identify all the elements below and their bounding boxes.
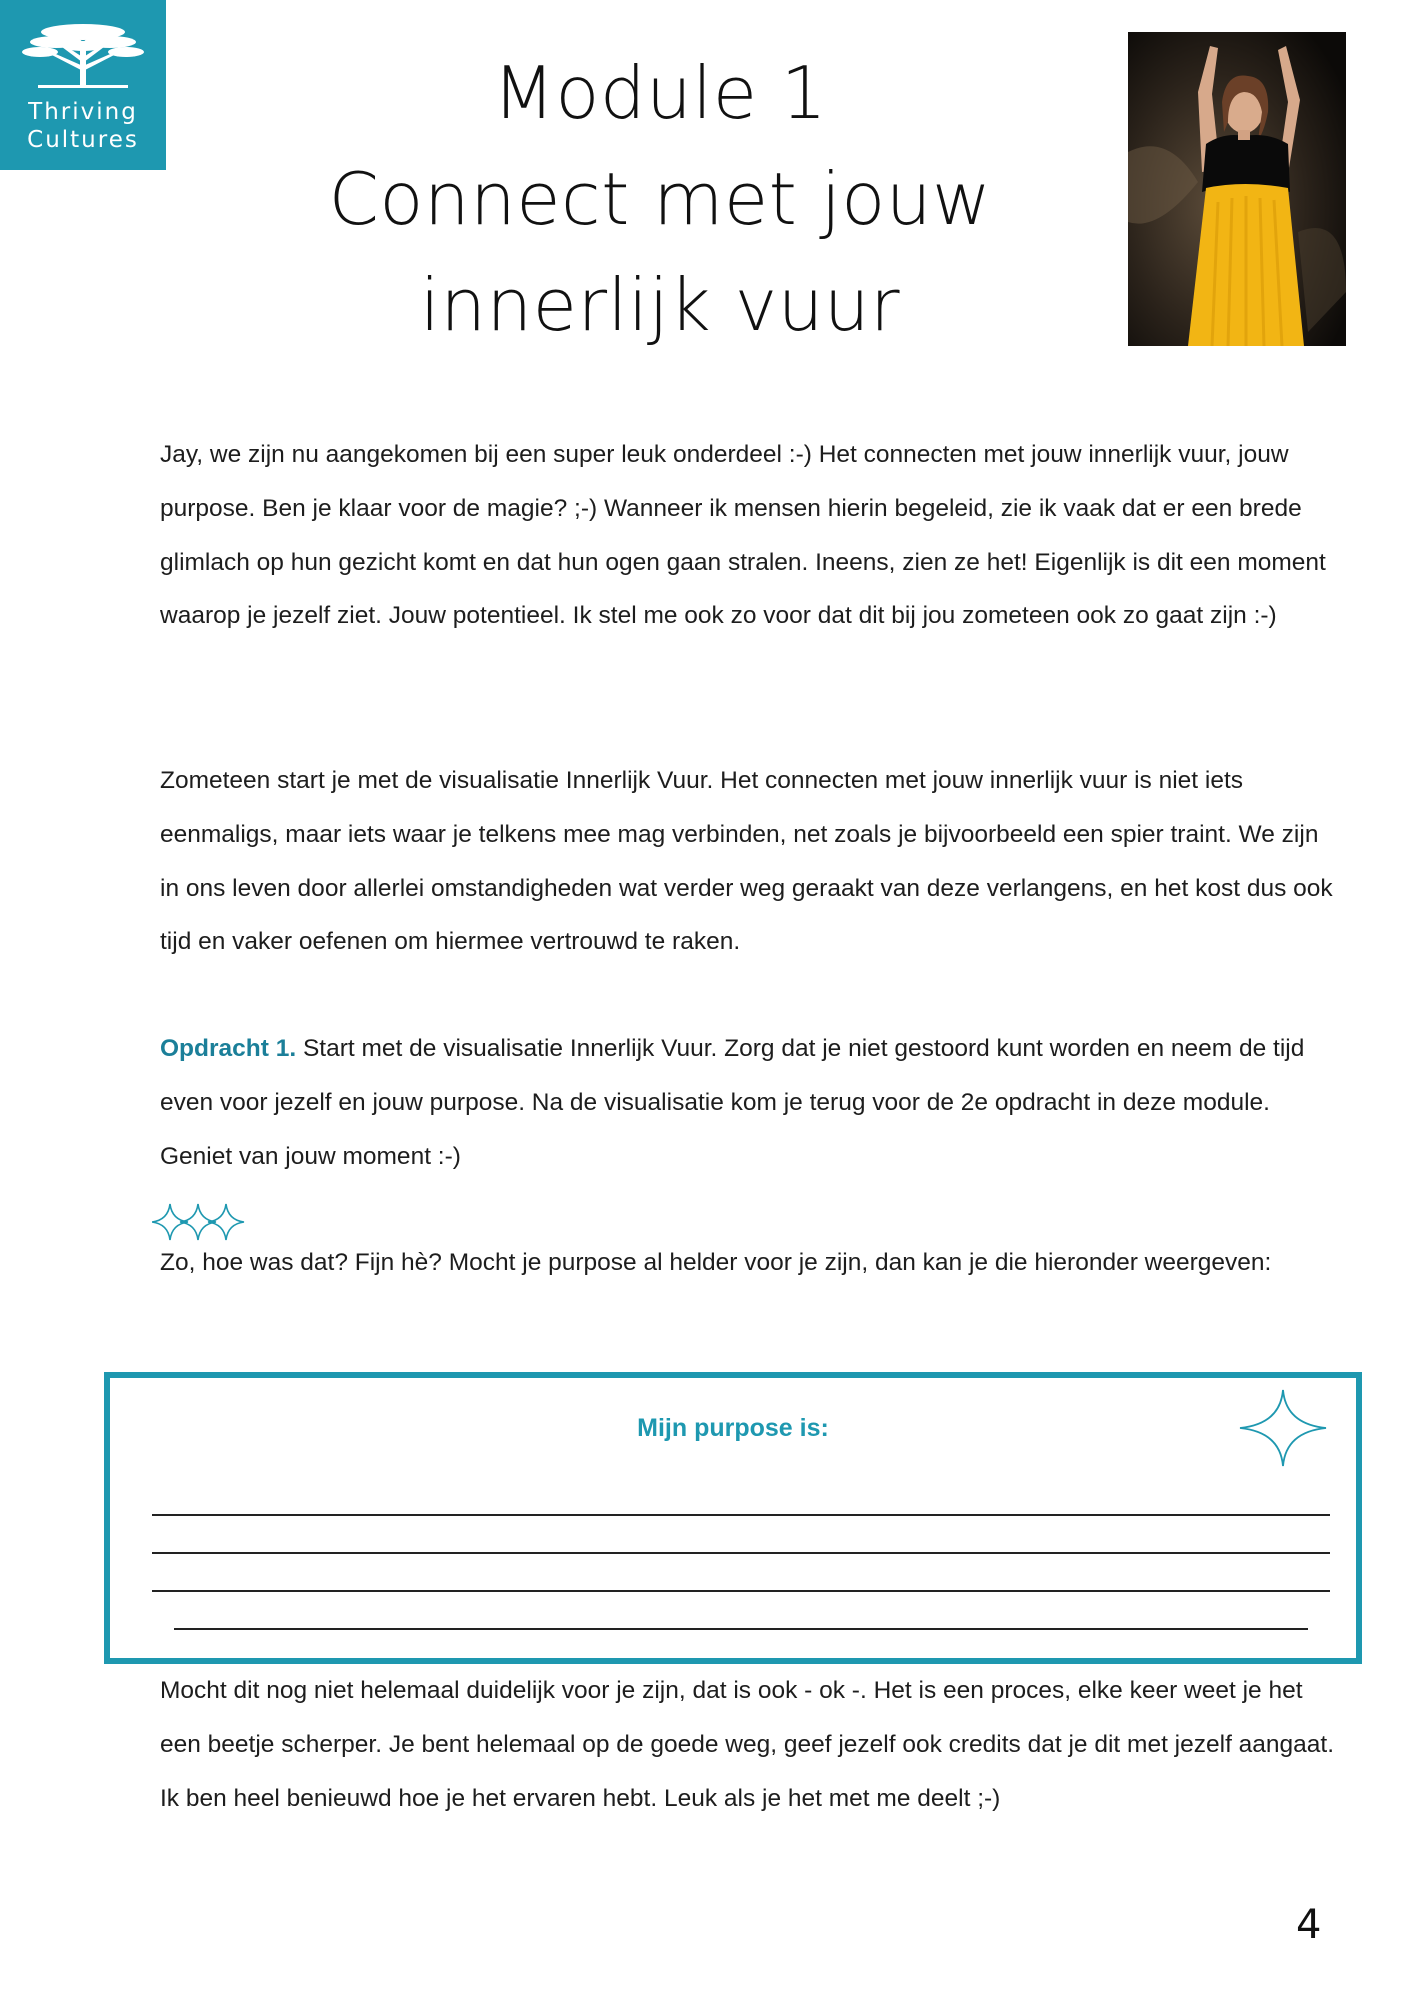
tree-icon (18, 14, 148, 94)
purpose-box-title: Mijn purpose is: (637, 1414, 829, 1442)
sparkle-icon (1238, 1388, 1328, 1468)
purpose-write-line-4[interactable] (174, 1628, 1308, 1630)
logo (0, 0, 166, 170)
logo-text-line1: Thriving (28, 99, 138, 125)
logo-text-line2: Cultures (27, 127, 139, 153)
title-line-3: innerlijk vuur (419, 263, 901, 347)
title-line-1: Module 1 (492, 51, 828, 135)
intro-paragraph: Jay, we zijn nu aangekomen bij een super leuk onderdeel :-) Het connecten met jouw innerlijk vuur, jouw purpose. Ben je klaar voor de magie? ;-) Wanneer ik mensen hierin begeleid, zie ik vaak dat er een brede glimlach op hun gezicht komt en dat hun ogen gaan stralen. Ineens, zien ze het! Eigenlijk is dit een moment waarop je jezelf ziet. Jouw potentieel. Ik stel me ook zo voor dat dit bij jou zometeen ook zo gaat zijn :-) (160, 441, 1326, 630)
reflection-paragraph: Zo, hoe was dat? Fijn hè? Mocht je purpose al helder voor je zijn, dan kan je die hieronder weergeven: (160, 1249, 1272, 1276)
purpose-box (104, 1372, 1362, 1664)
closing-paragraph: Mocht dit nog niet helemaal duidelijk voor je zijn, dat is ook - ok -. Het is een proces, elke keer weet je het een beetje scherper. Je bent helemaal op de goede weg, geef jezelf ook credits dat je dit met jezelf aangaat. Ik ben heel benieuwd hoe je het ervaren hebt. Leuk als je het met me deelt ;-) (160, 1677, 1335, 1812)
visualisation-paragraph: Zometeen start je met de visualisatie Innerlijk Vuur. Het connecten met jouw innerlijk vuur is niet iets eenmaligs, maar iets waar je telkens mee mag verbinden, net zoals je bijvoorbeeld een spier traint. We zijn in ons leven door allerlei omstandigheden wat verder weg geraakt van deze verlangens, en het kost dus ook tijd en vaker oefenen om hiermee vertrouwd te raken. (160, 767, 1333, 956)
purpose-write-line-2[interactable] (152, 1552, 1330, 1554)
title-line-2: Connect met jouw (328, 157, 992, 241)
page-title (250, 40, 1070, 358)
assignment-paragraph (160, 1022, 1335, 1183)
page-number: 4 (1296, 1902, 1322, 1948)
assignment-label: Opdracht 1. (160, 1035, 297, 1062)
assignment-text: Start met de visualisatie Innerlijk Vuur. Zorg dat je niet gestoord kunt worden en neem de tijd even voor jezelf en jouw purpose. Na de visualisatie kom je terug voor de 2e opdracht in deze module. Geniet van jouw moment :-) (160, 1035, 1305, 1170)
person-photo (1128, 32, 1346, 346)
purpose-write-line-1[interactable] (152, 1514, 1330, 1516)
purpose-write-line-3[interactable] (152, 1590, 1330, 1592)
